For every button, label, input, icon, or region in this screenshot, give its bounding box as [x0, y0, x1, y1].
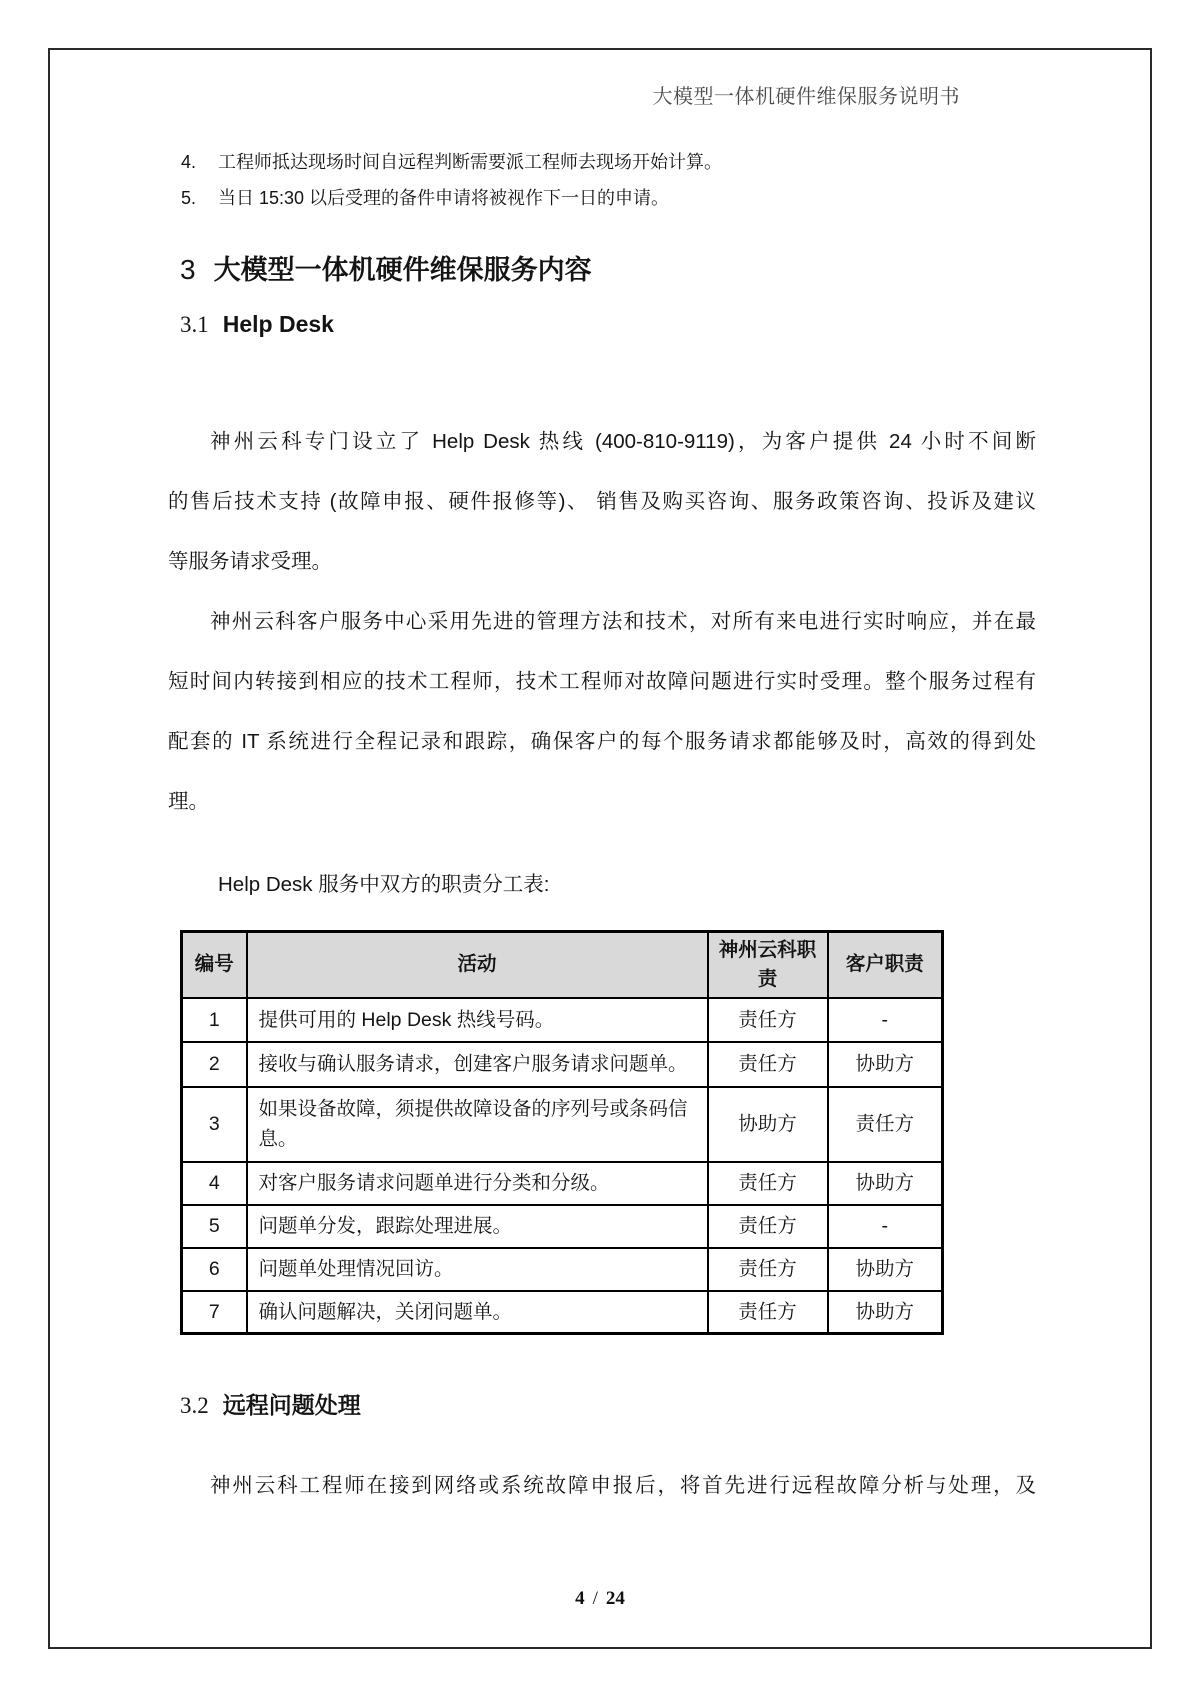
paragraph-remote-handling [168, 1456, 1036, 1516]
subsection-heading-3-1 [180, 308, 334, 344]
paragraph-helpdesk-line: 等服务请求受理。 [168, 550, 332, 573]
subsection-title: 远程问题处理 [222, 1392, 361, 1418]
ordered-list-item-5 [181, 186, 1061, 210]
section-number: 3 [180, 254, 196, 285]
table-row [182, 998, 943, 1042]
customer-responsibility-cell: 协助方 [828, 1162, 943, 1205]
vendor-responsibility-cell: 责任方 [708, 1248, 828, 1291]
column-header-activity: 活动 [247, 932, 708, 998]
paragraph-remote-handling-line: 神州云科工程师在接到网络或系统故障申报后，将首先进行远程故障分析与处理，及 [210, 1474, 1036, 1497]
paragraph-helpdesk-line: 的售后技术支持 (故障申报、硬件报修等)、 销售及购买咨询、服务政策咨询、投诉及建议 [168, 490, 1036, 513]
paragraph-helpdesk-line: 神州云科专门设立了 Help Desk 热线 (400-810-9119)，为客户提供 24 小时不间断 [210, 430, 1036, 453]
responsibility-table [180, 930, 944, 1335]
subsection-number: 3.2 [180, 1393, 209, 1418]
column-header-customer-responsibility: 客户职责 [828, 932, 943, 998]
list-item-text: 工程师抵达现场时间自远程判断需要派工程师去现场开始计算。 [218, 152, 722, 172]
vendor-responsibility-cell: 责任方 [708, 1162, 828, 1205]
column-header-vendor-responsibility: 神州云科职责 [708, 932, 828, 998]
column-header-number: 编号 [182, 932, 247, 998]
ordered-list-item-4 [181, 150, 1061, 174]
page-number-total: 24 [605, 1588, 625, 1609]
row-number-cell: 2 [182, 1042, 247, 1087]
customer-responsibility-cell: 协助方 [828, 1291, 943, 1334]
vendor-responsibility-cell: 责任方 [708, 1042, 828, 1087]
page-number-separator: / [592, 1588, 598, 1609]
table-row [182, 1087, 943, 1162]
subsection-heading-3-2 [180, 1389, 361, 1425]
activity-cell: 问题单处理情况回访。 [247, 1248, 708, 1291]
activity-cell: 问题单分发，跟踪处理进展。 [247, 1205, 708, 1248]
customer-responsibility-cell: 责任方 [828, 1087, 943, 1162]
vendor-responsibility-cell: 责任方 [708, 1291, 828, 1334]
subsection-title: Help Desk [222, 311, 334, 337]
customer-responsibility-cell: - [828, 998, 943, 1042]
subsection-number: 3.1 [180, 312, 209, 337]
activity-cell: 确认问题解决，关闭问题单。 [247, 1291, 708, 1334]
table-row [182, 1248, 943, 1291]
customer-responsibility-cell: 协助方 [828, 1042, 943, 1087]
paragraph-service-center-line: 理。 [168, 790, 209, 813]
activity-cell: 对客户服务请求问题单进行分类和分级。 [247, 1162, 708, 1205]
row-number-cell: 7 [182, 1291, 247, 1334]
row-number-cell: 1 [182, 998, 247, 1042]
document-header-title: 大模型一体机硬件维保服务说明书 [652, 86, 960, 108]
customer-responsibility-cell: 协助方 [828, 1248, 943, 1291]
paragraph-service-center-line: 神州云科客户服务中心采用先进的管理方法和技术，对所有来电进行实时响应，并在最 [210, 610, 1036, 633]
section-heading-3 [180, 250, 592, 295]
vendor-responsibility-cell: 协助方 [708, 1087, 828, 1162]
row-number-cell: 6 [182, 1248, 247, 1291]
table-row [182, 1162, 943, 1205]
vendor-responsibility-cell: 责任方 [708, 998, 828, 1042]
table-row [182, 1291, 943, 1334]
activity-cell: 如果设备故障，须提供故障设备的序列号或条码信息。 [247, 1087, 708, 1162]
paragraph-service-center-line: 短时间内转接到相应的技术工程师，技术工程师对故障问题进行实时受理。整个服务过程有 [168, 670, 1036, 693]
table-row [182, 1205, 943, 1248]
table-header-row [182, 932, 943, 998]
row-number-cell: 3 [182, 1087, 247, 1162]
row-number-cell: 4 [182, 1162, 247, 1205]
vendor-responsibility-cell: 责任方 [708, 1205, 828, 1248]
page-number-current: 4 [575, 1588, 585, 1609]
list-item-text: 当日 15:30 以后受理的备件申请将被视作下一日的申请。 [218, 188, 670, 208]
section-title: 大模型一体机硬件维保服务内容 [213, 255, 592, 285]
row-number-cell: 5 [182, 1205, 247, 1248]
body-paragraphs [168, 412, 1036, 832]
customer-responsibility-cell: - [828, 1205, 943, 1248]
paragraph-service-center-line: 配套的 IT 系统进行全程记录和跟踪，确保客户的每个服务请求都能够及时，高效的得到处 [168, 730, 1036, 753]
table-row [182, 1042, 943, 1087]
activity-cell: 提供可用的 Help Desk 热线号码。 [247, 998, 708, 1042]
list-item-number: 5. [181, 188, 197, 208]
table-intro-text: Help Desk 服务中双方的职责分工表: [218, 873, 550, 896]
page-footer [0, 1588, 1200, 1610]
activity-cell: 接收与确认服务请求，创建客户服务请求问题单。 [247, 1042, 708, 1087]
list-item-number: 4. [181, 152, 197, 172]
